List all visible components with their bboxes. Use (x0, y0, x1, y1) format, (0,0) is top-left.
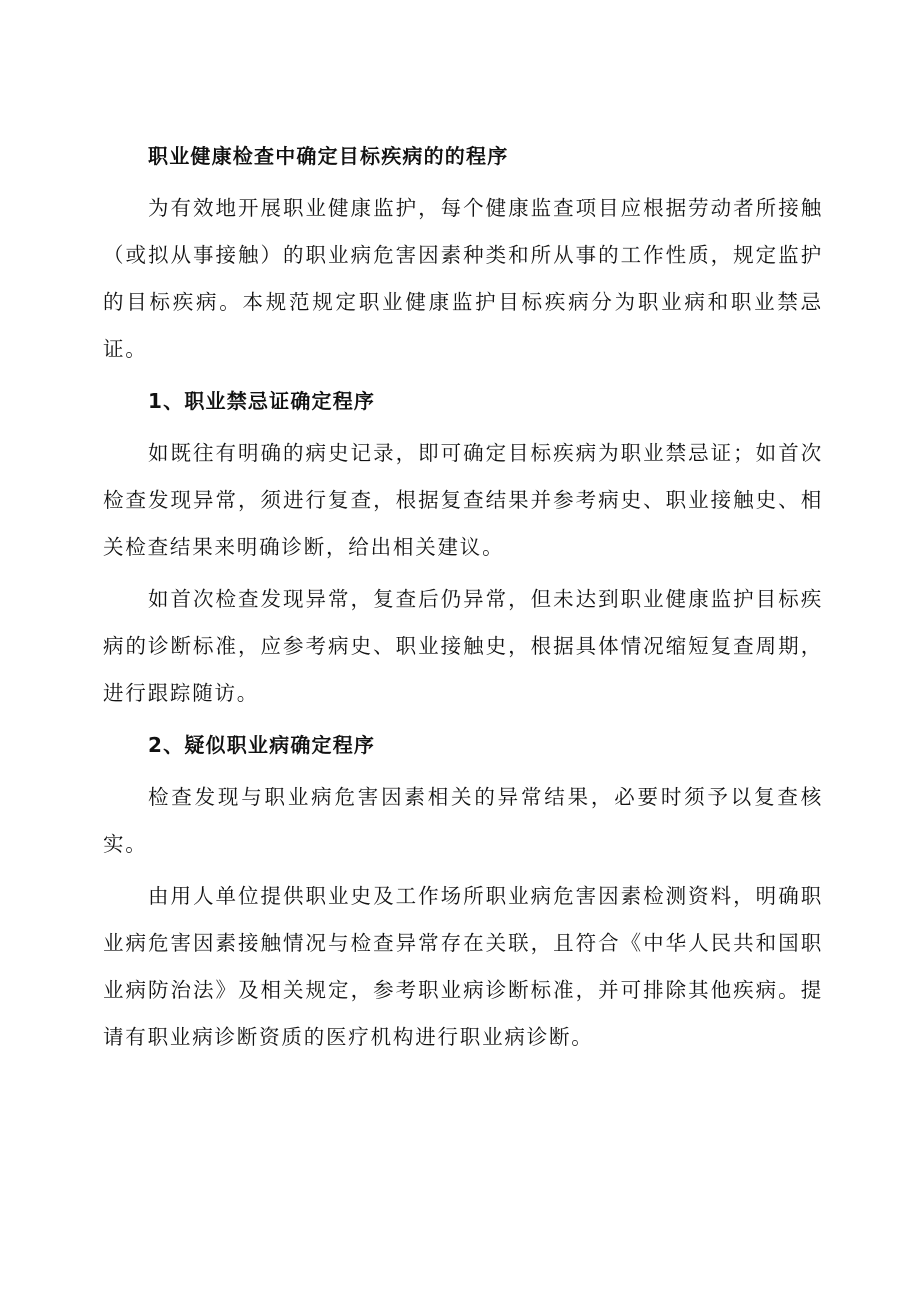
section-2-paragraph-1: 检查发现与职业病危害因素相关的异常结果，必要时须予以复查核实。 (103, 785, 823, 856)
document-title: 职业健康检查中确定目标疾病的的程序 (148, 144, 509, 168)
document-body (103, 133, 823, 1066)
section-2-paragraph-2: 由用人单位提供职业史及工作场所职业病危害因素检测资料，明确职业病危害因素接触情况与检查异常存在关联，且符合《中华人民共和国职业病防治法》及相关规定，参考职业病诊断标准，并可排除其他疾病。提请有职业病诊断资质的医疗机构进行职业病诊断。 (103, 884, 823, 1049)
section-1-paragraph-2: 如首次检查发现异常，复查后仍异常，但未达到职业健康监护目标疾病的诊断标准，应参考病史、职业接触史，根据具体情况缩短复查周期，进行跟踪随访。 (103, 587, 823, 705)
section-1-paragraph-1: 如既往有明确的病史记录，即可确定目标疾病为职业禁忌证；如首次检查发现异常，须进行复查，根据复查结果并参考病史、职业接触史、相关检查结果来明确诊断，给出相关建议。 (103, 441, 823, 559)
intro-paragraph: 为有效地开展职业健康监护，每个健康监查项目应根据劳动者所接触（或拟从事接触）的职业病危害因素种类和所从事的工作性质，规定监护的目标疾病。本规范规定职业健康监护目标疾病分为职业病和职业禁忌证。 (103, 196, 823, 361)
section-1-heading: 1、职业禁忌证确定程序 (148, 389, 376, 413)
section-2-heading: 2、疑似职业病确定程序 (148, 733, 376, 757)
